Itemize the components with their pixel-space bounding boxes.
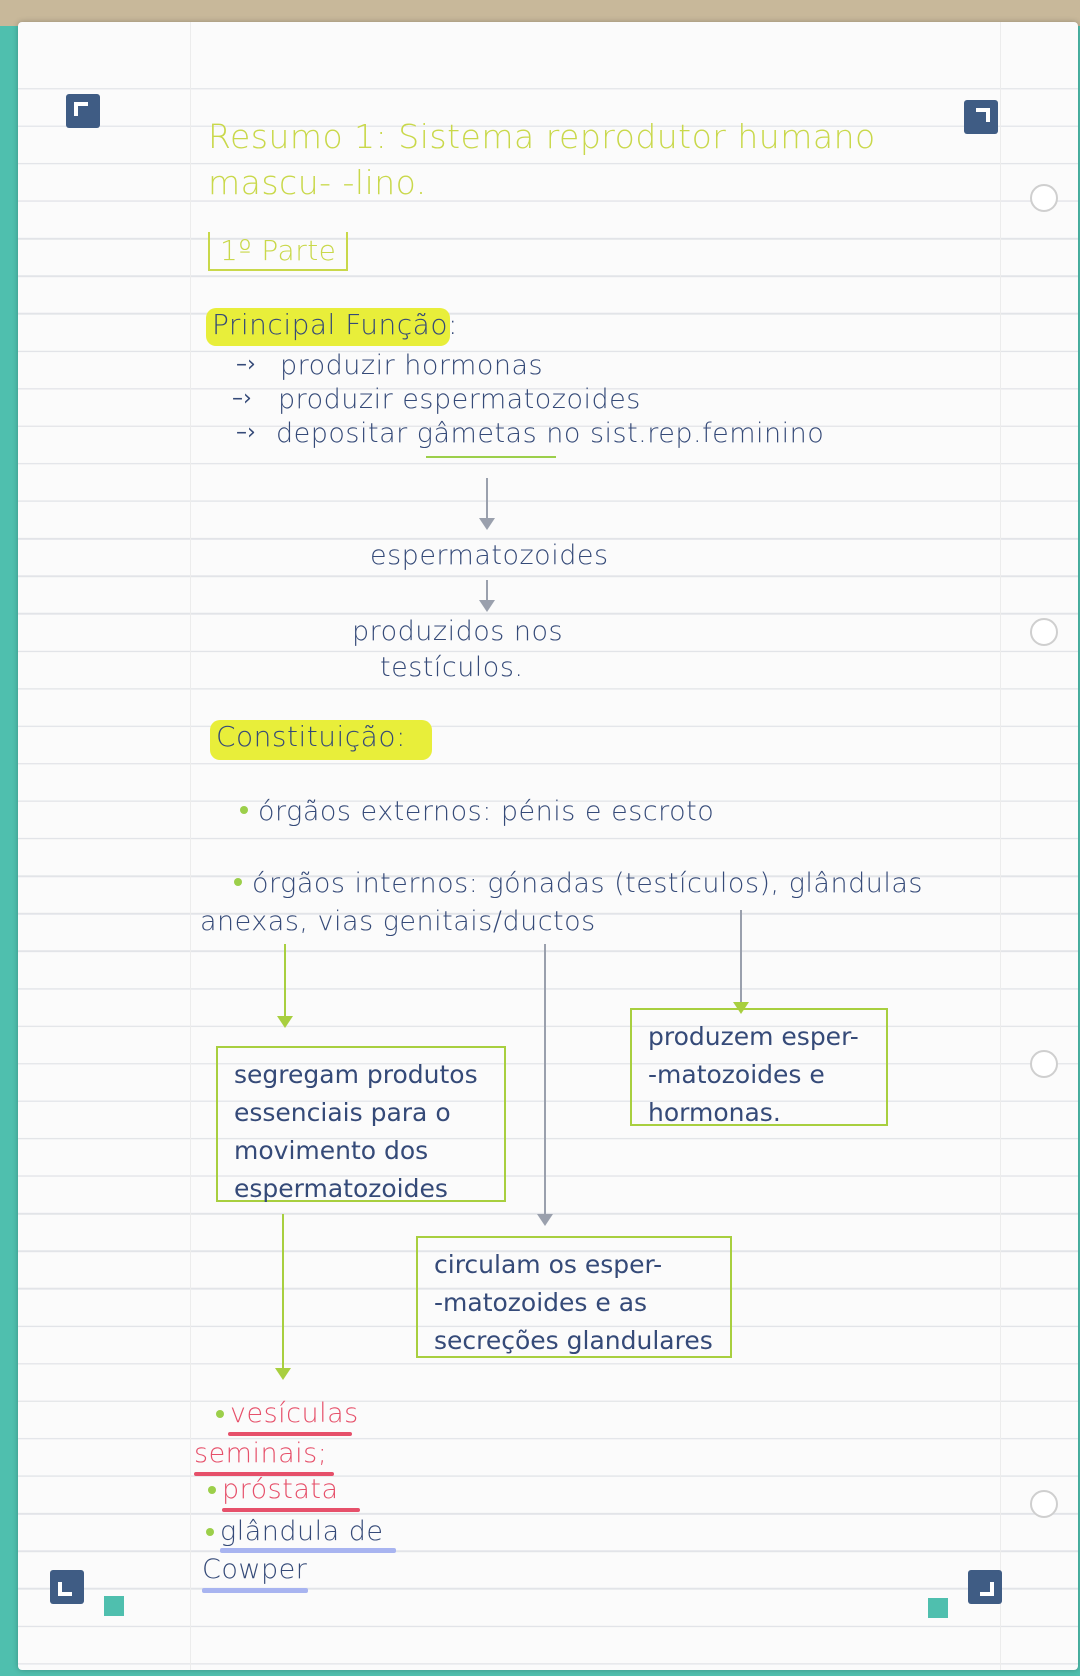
gonads-box-line: hormonas. [648,1098,781,1127]
notebook-page [18,22,1078,1670]
lavender-underline [220,1548,396,1553]
function-item: produzir espermatozoides [278,384,641,415]
function-heading: Principal Função: [212,308,458,341]
right-margin-line [1000,22,1001,1670]
glands-box-line: segregam produtos [234,1060,478,1089]
corner-square-icon [928,1598,948,1618]
pink-underline [222,1508,360,1512]
ducts-box-line: -matozoides e as [434,1288,648,1317]
internal-organs-cont: anexas, vias genitais/ductos [200,906,596,937]
flow-step-1: espermatozoides [370,540,609,571]
pink-underline [228,1432,352,1436]
punch-hole-icon [1030,1050,1058,1078]
gland-prostata: próstata [222,1474,339,1505]
glands-box-line: essenciais para o [234,1098,451,1127]
punch-hole-icon [1030,1490,1058,1518]
flow-arrow-line [486,580,488,602]
connector-line [282,1214,284,1370]
bullet-icon [216,1410,224,1418]
gonads-box-line: produzem esper- [648,1022,859,1051]
glands-box-line: movimento dos [234,1136,429,1165]
page-title: Resumo 1: Sistema reprodutor humano mascu- -lino. [208,117,876,202]
flow-step-2-cont: testículos. [380,652,524,683]
flow-arrow-line [486,478,488,520]
gland-cowper: glândula de [220,1516,384,1547]
function-item: produzir hormonas [280,350,544,381]
bullet-icon [208,1486,216,1494]
corner-bracket-icon [964,100,998,134]
corner-bracket-icon [66,94,100,128]
part-label: 1º Parte [208,232,348,271]
gland-seminais: seminais; [194,1438,328,1469]
external-organs: órgãos externos: pénis e escroto [258,796,715,827]
arrow-down-icon [277,1016,293,1028]
ducts-box-line: circulam os esper- [434,1250,663,1279]
dash-arrow-icon: –› [232,386,252,411]
connector-line [284,944,286,1020]
corner-bracket-icon [50,1570,84,1604]
gonads-box-line: -matozoides e [648,1060,825,1089]
dash-arrow-icon: –› [236,420,256,445]
constitution-heading: Constituição: [216,720,406,753]
glands-box-line: espermatozoides [234,1174,448,1203]
ducts-box-line: secreções glandulares [434,1326,713,1355]
bullet-icon [234,878,242,886]
corner-square-icon [104,1596,124,1616]
arrow-down-icon [479,518,495,530]
gametas-underline [426,456,556,458]
corner-bracket-icon [968,1570,1002,1604]
gland-vesiculas: vesículas [230,1398,359,1429]
internal-organs: órgãos internos: gónadas (testículos), glândulas [252,868,923,899]
connector-line [544,944,546,1216]
connector-line [740,910,742,1006]
ducts-box [416,1236,732,1358]
gonads-box [630,1008,888,1126]
arrow-down-icon [537,1214,553,1226]
bullet-icon [206,1528,214,1536]
function-item: depositar gâmetas no sist.rep.feminino [276,418,825,449]
glands-box [216,1046,506,1202]
dash-arrow-icon: –› [236,352,256,377]
bullet-icon [240,806,248,814]
gland-cowper-cont: Cowper [202,1554,308,1585]
punch-hole-icon [1030,618,1058,646]
flow-step-2: produzidos nos [352,616,564,647]
arrow-down-icon [479,600,495,612]
punch-hole-icon [1030,184,1058,212]
left-margin-line [190,22,191,1670]
arrow-down-icon [275,1368,291,1380]
lavender-underline [202,1588,308,1593]
